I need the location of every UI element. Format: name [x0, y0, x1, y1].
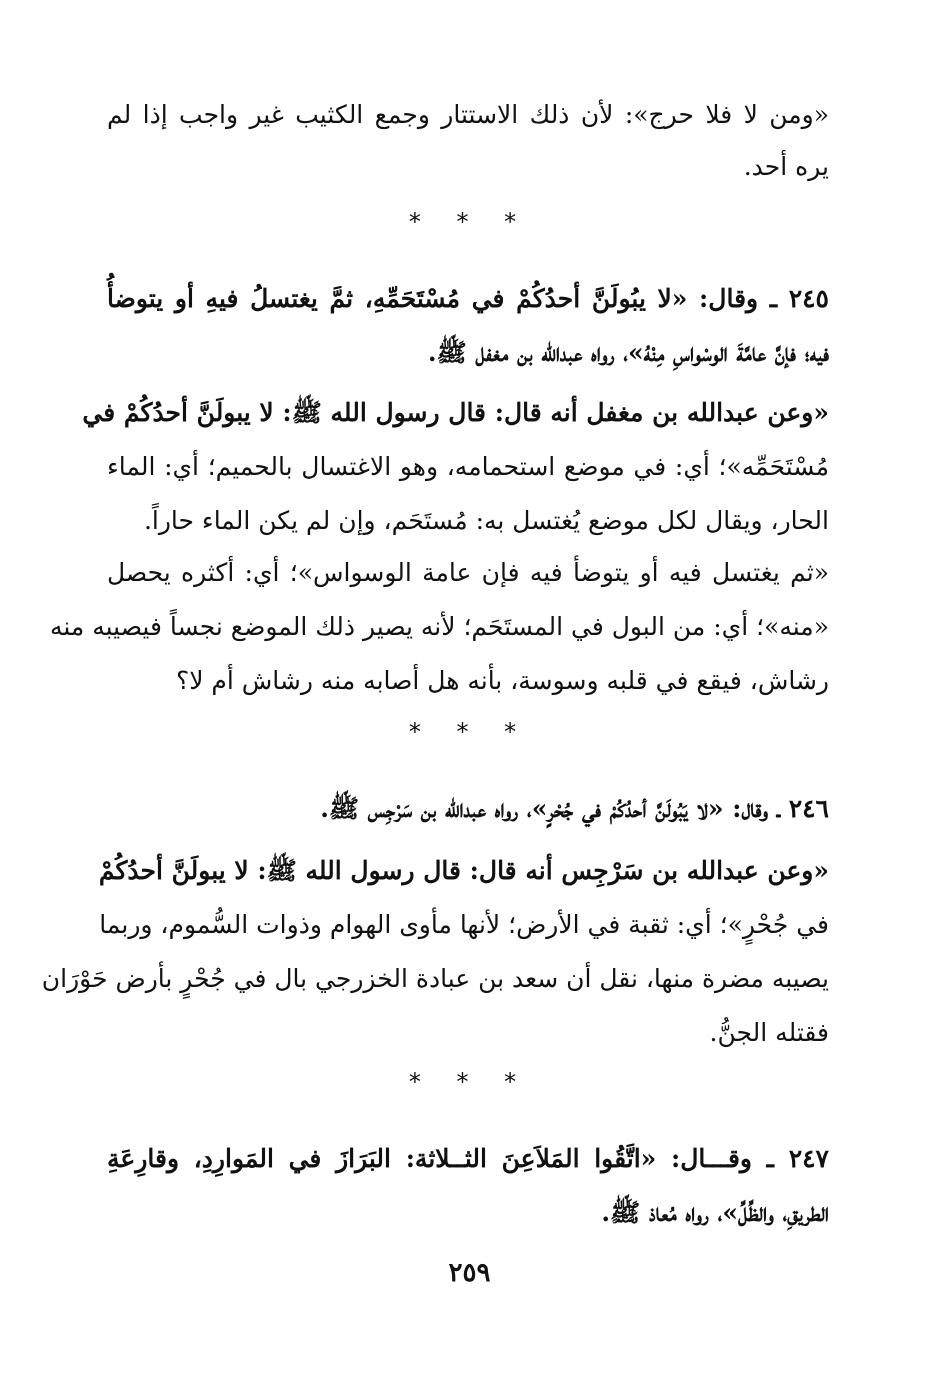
text-line: ٢٤٥ ـ وقال: «لا يبُولَنَّ أحدُكُمْ في مُسْتَحَمِّهِ، ثمَّ يغتسلُ فيهِ أو يتوضأُ: [107, 284, 829, 313]
section-separator: * * *: [408, 208, 531, 236]
page-number: ٢٥٩: [448, 1258, 491, 1288]
text-line: يصيبه مضرة منها، نقل أن سعد بن عبادة الخزرجي بال في جُحْرٍ بأرض حَوْرَان: [41, 964, 829, 993]
text-line: ٢٤٧ ـ وقـــال: «اتَّقُوا المَلاَعِنَ الثــلاثة: البَرَازَ في المَوارِدِ، وقارِعَةِ: [107, 1144, 829, 1173]
text-line: في جُحْرٍ»؛ أي: ثقبة في الأرض؛ لأنها مأوى الهوام وذوات السُّموم، وربما: [99, 910, 829, 939]
text-line: الطريقِ، والظِّلِّ»، رواه مُعاذ ﷺ.: [601, 1198, 829, 1227]
text-line: الحار، ويقال لكل موضع يُغتسل به: مُستَحَم، وإن لم يكن الماء حاراً.: [143, 506, 829, 535]
text-line: يره أحد.: [743, 152, 829, 181]
text-line: «وعن عبدالله بن مغفل أنه قال: قال رسول الله ﷺ: لا يبولَنَّ أحدُكُمْ في: [82, 398, 829, 427]
section-separator: * * *: [408, 718, 531, 746]
text-line: رشاش، فيقع في قلبه وسوسة، بأنه هل أصابه منه رشاش أم لا؟: [175, 666, 829, 695]
text-line: «ومن لا فلا حرج»: لأن ذلك الاستتار وجمع الكثيب غير واجب إذا لم: [107, 100, 829, 129]
text-line: «ثم يغتسل فيه أو يتوضأ فيه فإن عامة الوسواس»؛ أي: أكثره يحصل: [107, 558, 829, 587]
text-line: فيه؛ فإنَّ عامَّةَ الوسْواسِ مِنْهُ»، رواه عبدالله بن مغفل ﷺ.: [427, 338, 829, 367]
text-line: «منه»؛ أي: من البول في المستَحَم؛ لأنه يصير ذلك الموضع نجساً فيصيبه منه: [49, 612, 829, 641]
text-line: «وعن عبدالله بن سَرْجِس أنه قال: قال رسول الله ﷺ: لا يبولَنَّ أحدُكُمْ: [98, 856, 829, 885]
text-line: فقتله الجنُّ.: [709, 1018, 829, 1047]
text-line: مُسْتَحَمِّه»؛ أي: في موضع استحمامه، وهو الاغتسال بالحميم؛ أي: الماء: [107, 452, 829, 481]
text-line: ٢٤٦ ـ وقال: «لا يَبُولَنَّ أحدُكُمْ في جُحْرٍ»، رواه عبدالله بن سَرْجِس ﷺ.: [320, 794, 829, 823]
section-separator: * * *: [408, 1068, 531, 1096]
